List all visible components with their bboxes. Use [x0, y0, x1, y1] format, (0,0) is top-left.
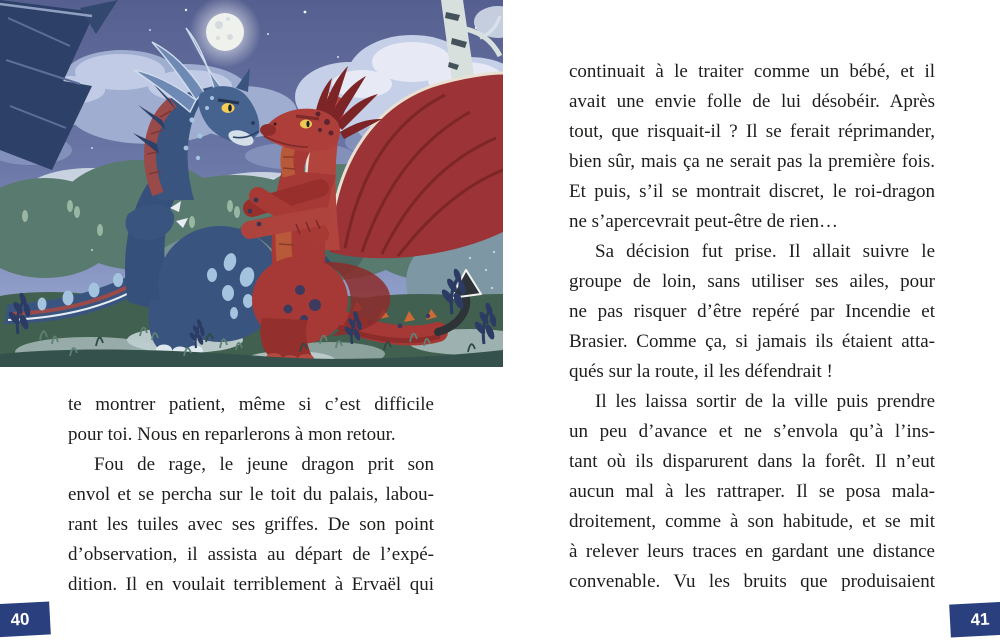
dragon-illustration-svg — [0, 0, 503, 367]
text-line: bien sûr, mais ça ne serait pas la première fois. — [569, 151, 935, 172]
text-line: te montrer patient, même si c’est difficile — [68, 394, 434, 415]
text-line: Fou de rage, le jeune dragon prit son — [94, 454, 434, 475]
right-page-text — [569, 57, 935, 597]
text-line: pour toi. Nous en reparlerons à mon retour. — [68, 424, 396, 445]
text-line: continuait à le traiter comme un bébé, et il — [569, 61, 935, 82]
text-line: ne s’apercevrait peut-être de rien… — [569, 211, 839, 232]
text-line: aucun mal à les rattraper. Il se posa mala- — [569, 481, 935, 502]
page-number-right: 41 — [949, 601, 1000, 637]
text-line: convenable. Vu les bruits que produisaient — [569, 571, 935, 592]
text-line: droitement, comme à son habitude, et se mit — [569, 511, 935, 532]
text-line: groupe de loin, sans utiliser ses ailes, pour — [569, 271, 935, 292]
text-line: qués sur la route, il les défendrait ! — [569, 361, 833, 382]
page-number-left: 40 — [0, 601, 51, 637]
text-line: avait une envie folle de lui désobéir. Après — [569, 91, 935, 112]
text-line: ne pas risquer d’être repéré par Incendie et — [569, 301, 935, 322]
text-line: Et puis, s’il se montrait discret, le roi-dragon — [569, 181, 935, 202]
text-line: Brasier. Comme ça, si jamais ils étaient atta- — [569, 331, 935, 352]
text-line: un peu d’avance et ne s’envola qu’à l’ins- — [569, 421, 935, 442]
text-line: tout, que risquait-il ? Il se ferait réprimander, — [569, 121, 935, 142]
text-line: rant les tuiles avec ses griffes. De son point — [68, 514, 434, 535]
text-line: Il les laissa sortir de la ville puis prendre — [595, 391, 935, 412]
text-line: d’observation, il assista au départ de l’expé- — [68, 544, 434, 565]
dragon-illustration — [0, 0, 503, 367]
text-line: à relever leurs traces en gardant une distance — [569, 541, 935, 562]
text-line: Sa décision fut prise. Il allait suivre le — [595, 241, 935, 262]
text-line: tant où ils disparurent dans la forêt. Il n’eut — [569, 451, 935, 472]
text-line: dition. Il en voulait terriblement à Ervaël qui — [68, 574, 434, 595]
left-page-text — [68, 390, 434, 600]
text-line: envol et se percha sur le toit du palais, labou- — [68, 484, 434, 505]
